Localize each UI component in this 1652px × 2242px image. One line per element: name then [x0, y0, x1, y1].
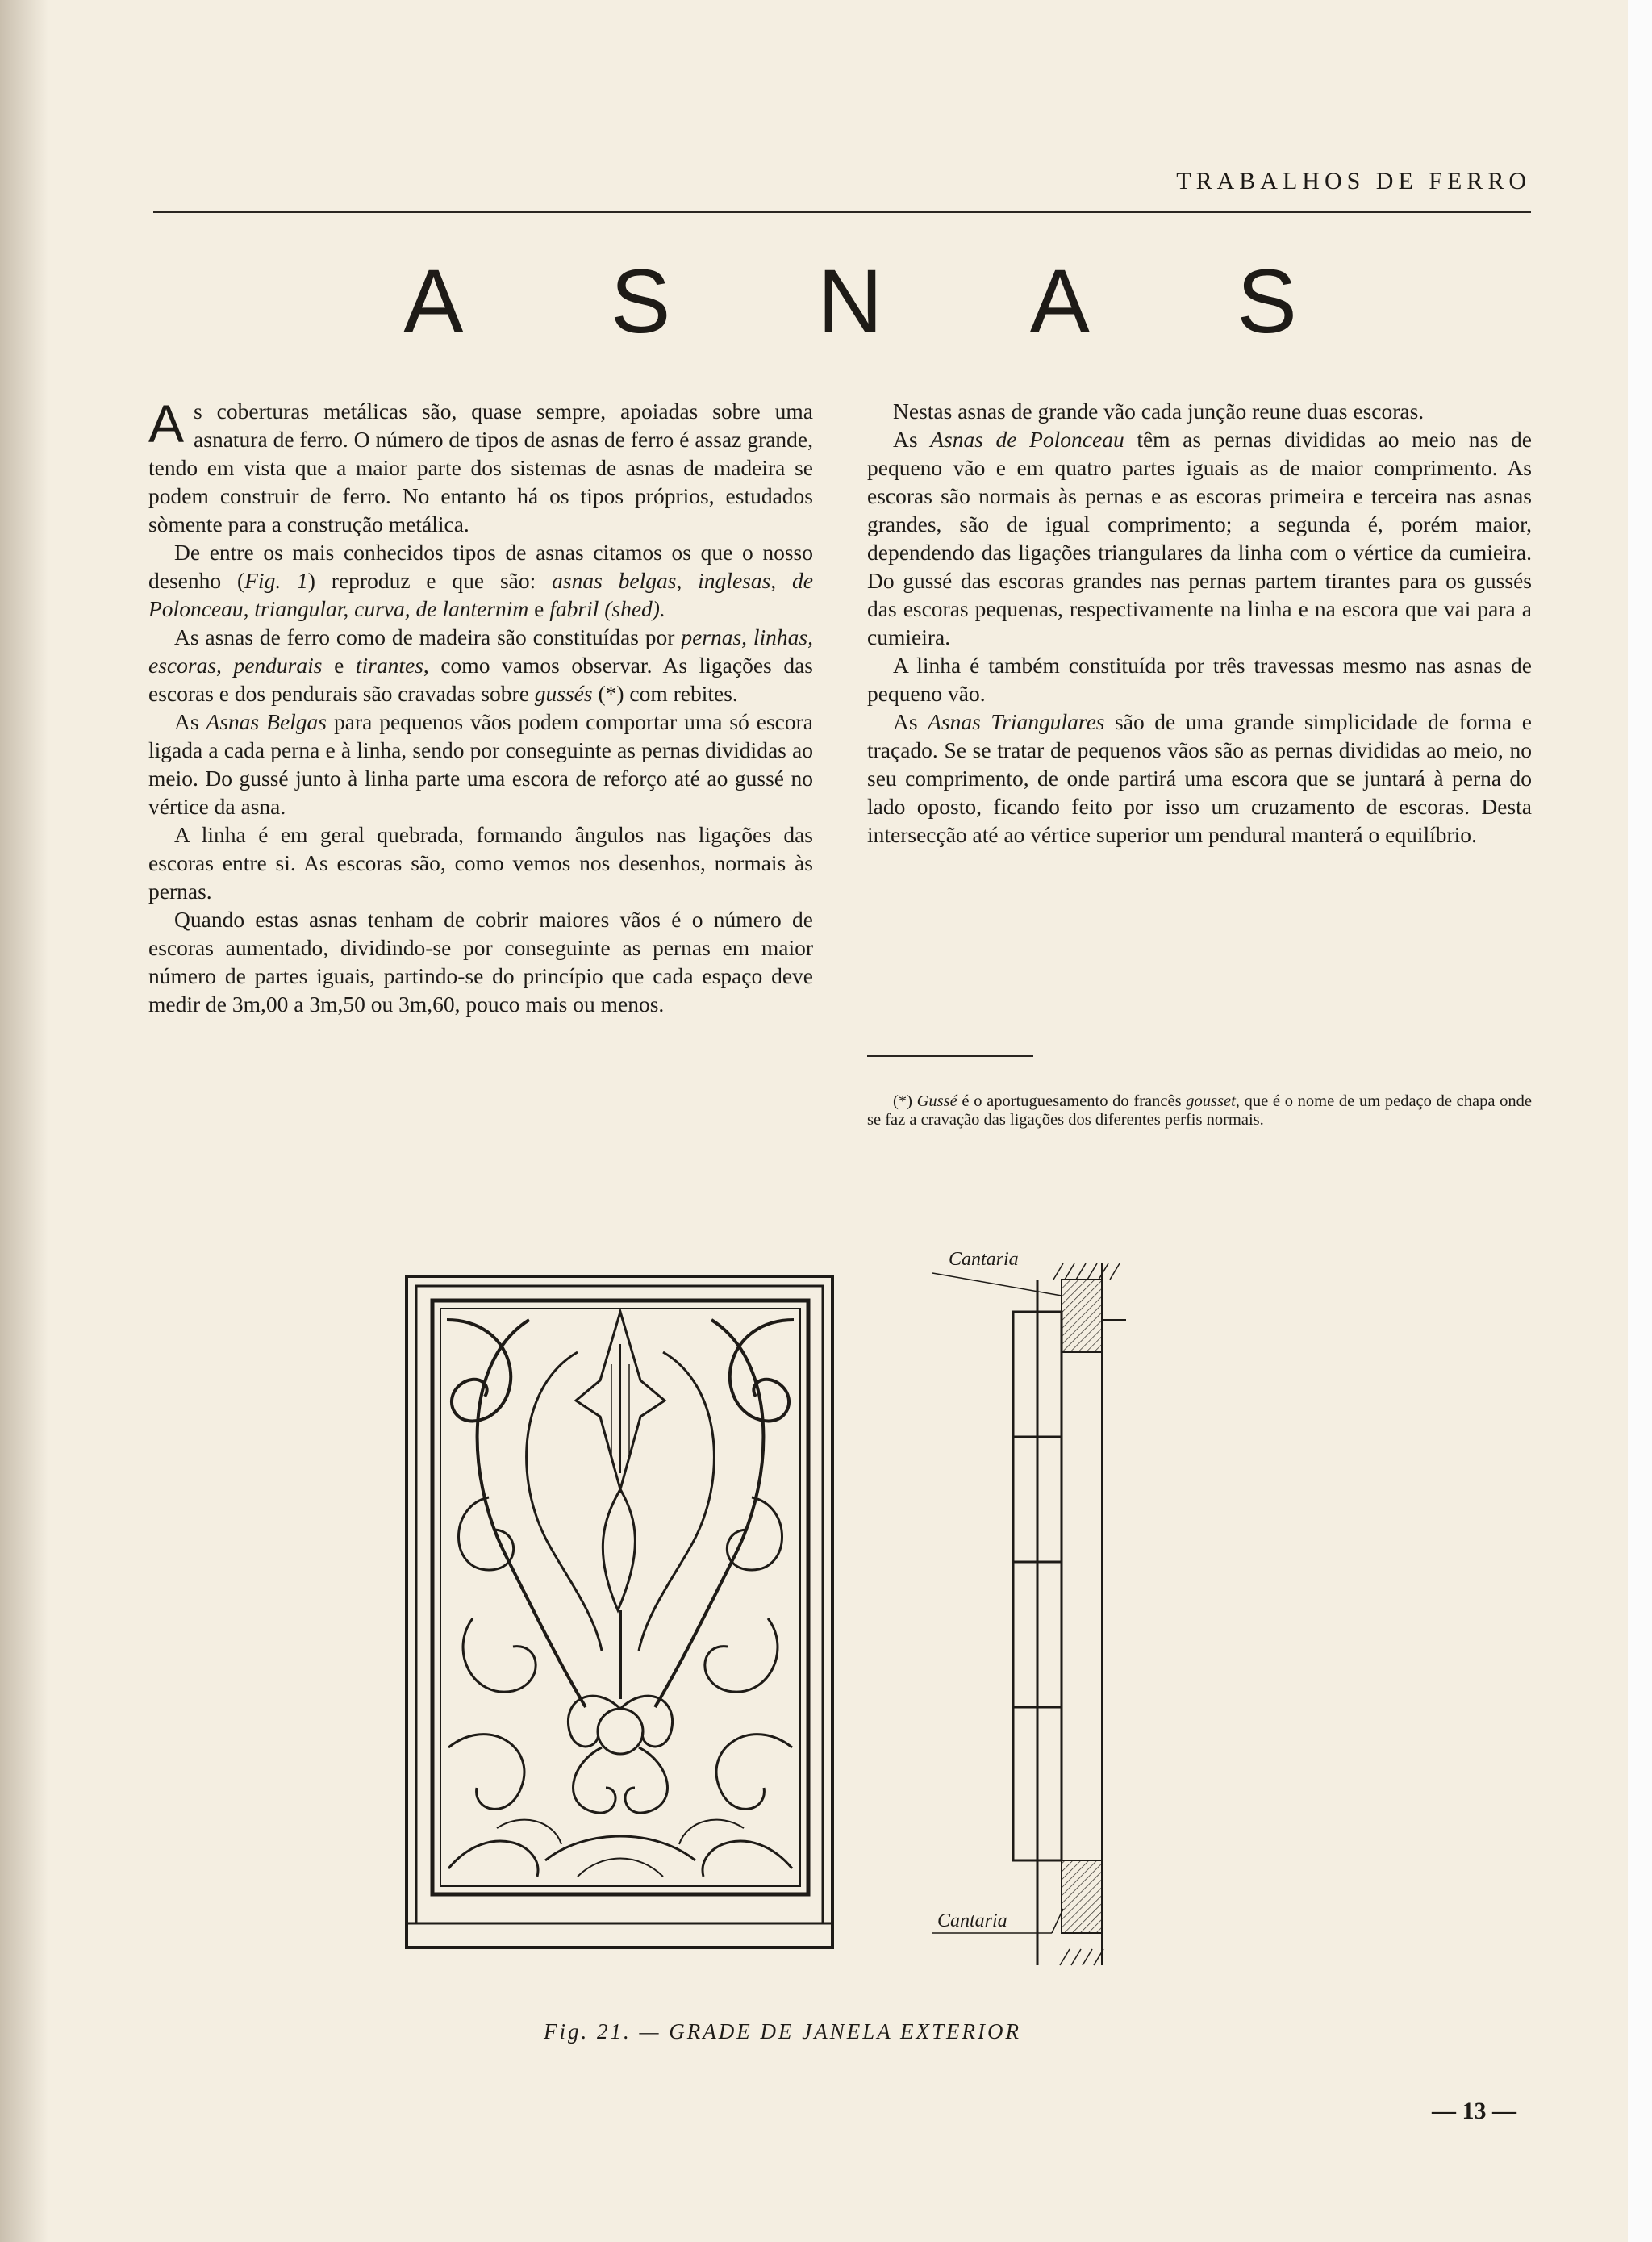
paragraph: As coberturas metálicas são, quase sempre, apoiadas sobre uma asnatura de ferro. O número de tipos de asnas de ferro é assaz grande, tendo em vista que a maior parte dos sistemas de asnas de madeira se podem construir de ferro. No entanto há os tipos próprios, estudados sòmente para a construção metálica.: [148, 394, 813, 536]
grille-section: [932, 1263, 1126, 1965]
paragraph: As asnas de ferro como de madeira são constituídas por pernas, linhas, escoras, pendurais e tirantes, como vamos observar. As ligações das escoras e dos pendurais são cravadas sobre gussés (*) com rebites.: [148, 624, 814, 706]
paragraph: A linha é em geral quebrada, formando ângulos nas ligações das escoras entre si. As escoras são, como vemos nos desenhos, normais às pernas.: [148, 822, 813, 904]
article-title: [153, 251, 1531, 352]
paragraph: Nestas asnas de grande vão cada junção reune duas escoras.: [893, 399, 1425, 424]
page-gutter-shadow: [0, 0, 48, 2242]
paragraph: As Asnas Belgas para pequenos vãos podem comportar uma só escora ligada a cada perna e à linha, sendo por conseguinte as pernas divididas ao meio. Do gussé junto à linha parte uma escora de reforço até ao gussé no vértice da asna.: [148, 709, 813, 819]
paragraph: A linha é também constituída por três travessas mesmo nas asnas de pequeno vão.: [867, 653, 1532, 706]
footnote: (*) Gussé é o aportuguesamento do francês gousset, que é o nome de um pedaço de chapa onde se faz a cravação das ligações dos diferentes perfis normais.: [867, 1092, 1532, 1129]
paragraph: As Asnas de Polonceau têm as pernas divididas ao meio nas de pequeno vão e em quatro partes iguais as de maior comprimento. As escoras são normais às pernas e as escoras primeira e terceira nas asnas grandes, são de igual comprimento; a segunda é, porém maior, dependendo das ligações triangulares da linha com o vértice da cumieira. Do gussé das escoras grandes nas pernas partem tirantes para os gussés das escoras pequenas, respectivamente na linha e na escora que vai para a cumieira.: [867, 427, 1532, 649]
cantaria-label-top: Cantaria: [949, 1249, 1019, 1270]
figure-caption: Fig. 21. — GRADE DE JANELA EXTERIOR: [544, 2019, 1021, 2044]
drop-cap: A: [148, 394, 185, 453]
footnote-rule: [867, 1055, 1033, 1057]
title-letter: A: [1029, 251, 1091, 352]
window-grille-drawing: [400, 1231, 1287, 1989]
paragraph: De entre os mais conhecidos tipos de asnas citamos os que o nosso desenho (Fig. 1) reproduz e que são: asnas belgas, inglesas, de Polonceau, triangular, curva, de lanternim e fabril (shed).: [148, 540, 813, 621]
paragraph: As Asnas Triangulares são de uma grande simplicidade de forma e traçado. Se se tratar de pequenos vãos são as pernas divididas ao meio, no seu comprimento, de onde partirá uma escora que se juntará à perna do lado oposto, ficando feito por isso um cruzamento de escoras. Desta intersecção até ao vértice superior um pendural manterá o equilíbrio.: [867, 709, 1533, 847]
left-column: [148, 394, 814, 1018]
title-letter: A: [403, 251, 464, 352]
title-letter: S: [610, 251, 671, 352]
title-letter: N: [817, 251, 883, 352]
page-edge: [1628, 0, 1652, 2242]
page-number: — 13 —: [1432, 2098, 1516, 2124]
header-rule: [153, 211, 1531, 213]
paragraph: Quando estas asnas tenham de cobrir maiores vãos é o número de escoras aumentado, dividindo-se por conseguinte as pernas em maior número de partes iguais, partindo-se do princípio que cada espaço deve medir de 3m,00 a 3m,50 ou 3m,60, pouco mais ou menos.: [148, 907, 813, 1017]
grille-elevation: [407, 1276, 832, 1948]
right-column: [867, 397, 1532, 849]
running-header: TRABALHOS DE FERRO: [1176, 168, 1531, 194]
title-letter: S: [1237, 251, 1297, 352]
cantaria-label-bottom: Cantaria: [937, 1910, 1007, 1931]
